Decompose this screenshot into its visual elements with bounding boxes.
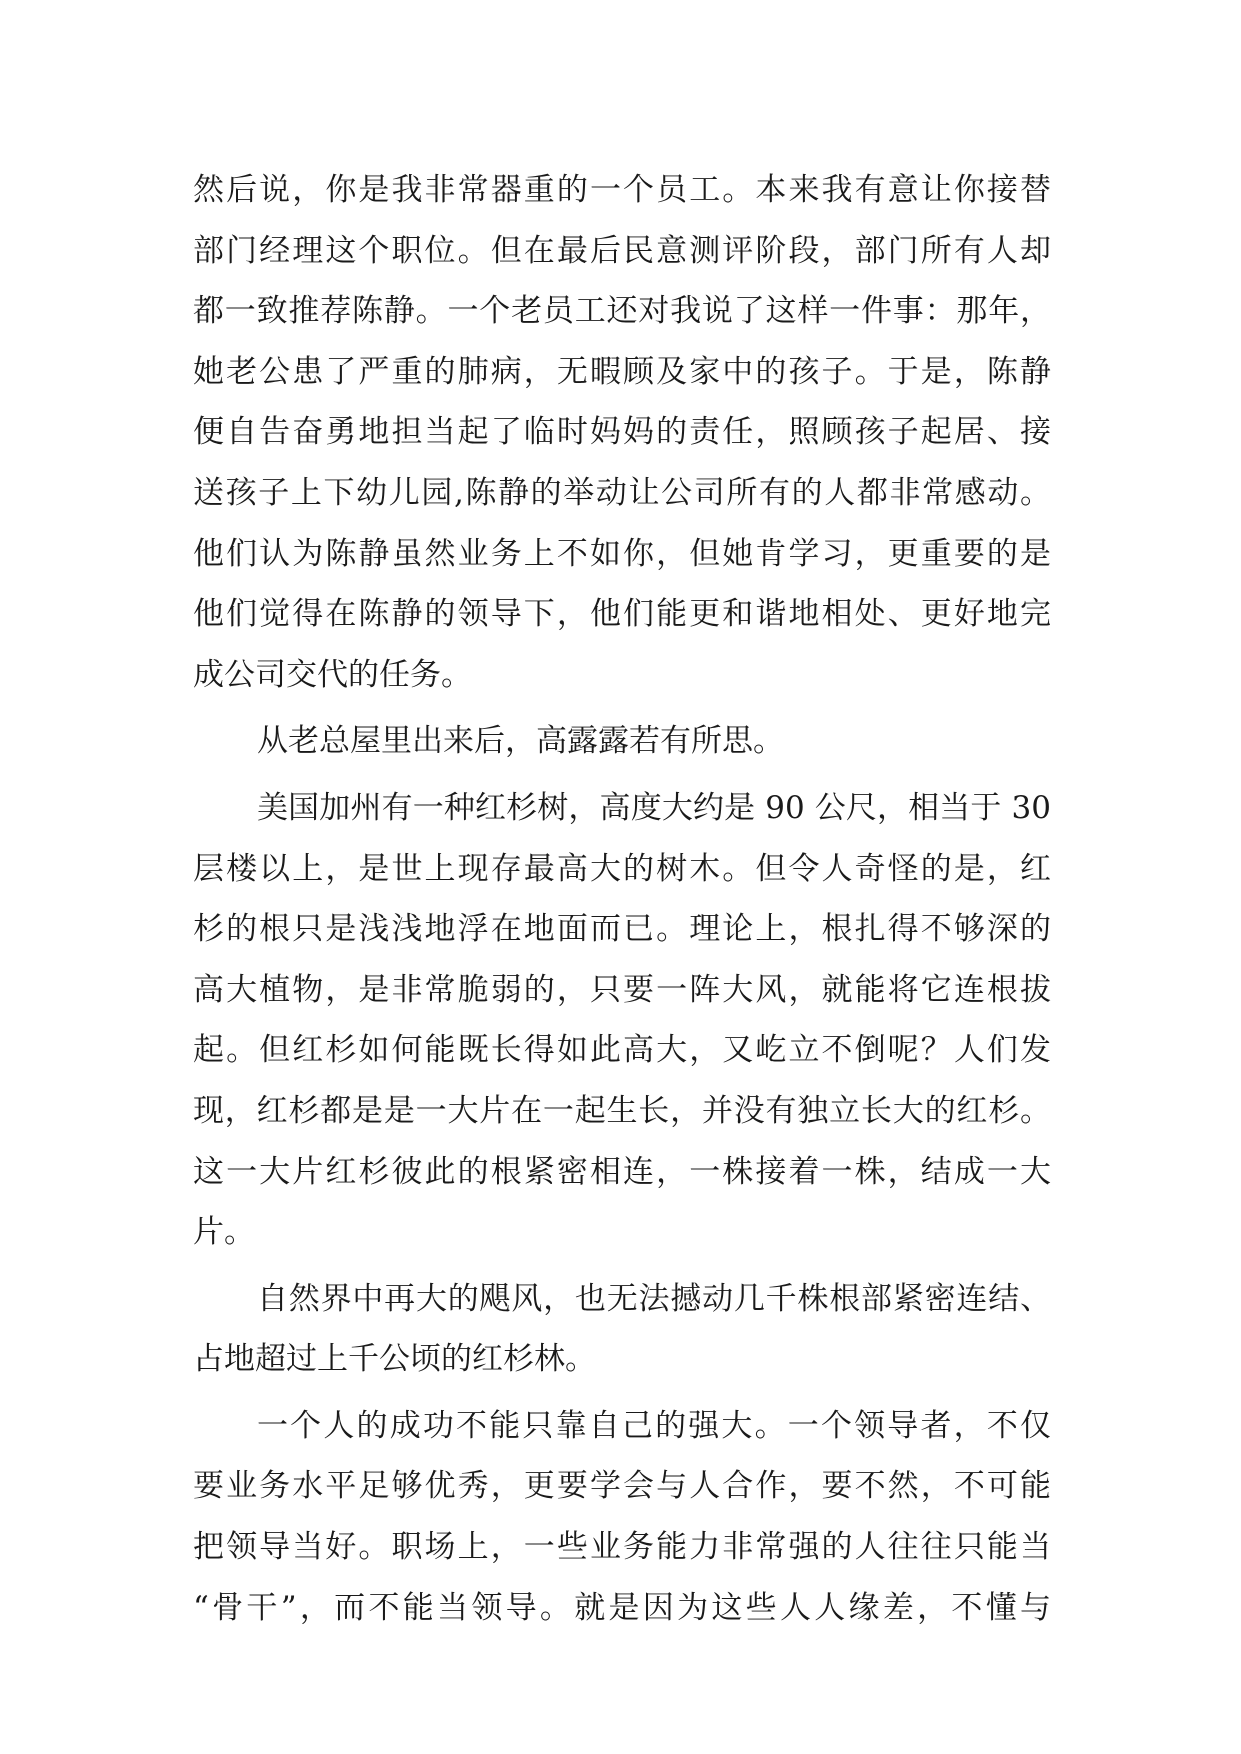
paragraph xyxy=(193,711,1051,772)
text-line: 这一大片红杉彼此的根紧密相连，一株接着一株，结成一大 xyxy=(193,1153,1051,1190)
text-line: 起。但红杉如何能既长得如此高大，又屹立不倒呢？人们发 xyxy=(193,1032,1051,1069)
text-line: 他们认为陈静虽然业务上不如你，但她肯学习，更重要的是 xyxy=(193,535,1051,572)
text-line: 她老公患了严重的肺病，无暇顾及家中的孩子。于是，陈静 xyxy=(193,353,1051,390)
text-line: 要业务水平足够优秀，更要学会与人合作，要不然，不可能 xyxy=(193,1468,1051,1505)
text-line: 高大植物，是非常脆弱的，只要一阵大风，就能将它连根拔 xyxy=(193,971,1051,1008)
text-line: “骨干”，而不能当领导。就是因为这些人人缘差，不懂与 xyxy=(193,1589,1051,1626)
text-line: 成公司交代的任务。 xyxy=(193,656,472,693)
text-line: 美国加州有一种红杉树，高度大约是 90 公尺，相当于 30 xyxy=(257,789,1051,826)
document-body xyxy=(193,160,1051,1638)
text-line: 他们觉得在陈静的领导下，他们能更和谐地相处、更好地完 xyxy=(193,596,1051,633)
paragraph xyxy=(193,778,1051,1263)
text-line: 从老总屋里出来后，高露露若有所思。 xyxy=(257,723,784,760)
text-line: 送孩子上下幼儿园,陈静的举动让公司所有的人都非常感动。 xyxy=(193,474,1051,511)
text-line: 便自告奋勇地担当起了临时妈妈的责任，照顾孩子起居、接 xyxy=(193,414,1051,451)
text-line: 片。 xyxy=(193,1214,255,1251)
text-line: 都一致推荐陈静。一个老员工还对我说了这样一件事：那年， xyxy=(193,293,1051,330)
text-line: 然后说，你是我非常器重的一个员工。本来我有意让你接替 xyxy=(193,172,1051,208)
text-line: 层楼以上，是世上现存最高大的树木。但令人奇怪的是，红 xyxy=(193,850,1051,887)
paragraph xyxy=(193,1396,1051,1638)
text-line: 自然界中再大的飓风，也无法撼动几千株根部紧密连结、 xyxy=(257,1280,1051,1317)
text-line: 把领导当好。职场上，一些业务能力非常强的人往往只能当 xyxy=(193,1529,1051,1566)
text-line: 现，红杉都是是一大片在一起生长，并没有独立长大的红杉。 xyxy=(193,1092,1051,1129)
text-line: 杉的根只是浅浅地浮在地面而已。理论上，根扎得不够深的 xyxy=(193,911,1051,948)
text-line: 一个人的成功不能只靠自己的强大。一个领导者，不仅 xyxy=(257,1407,1051,1444)
paragraph xyxy=(193,1269,1051,1390)
paragraph xyxy=(193,160,1051,705)
text-line: 占地超过上千公顷的红杉林。 xyxy=(193,1341,596,1378)
text-line: 部门经理这个职位。但在最后民意测评阶段，部门所有人却 xyxy=(193,232,1051,269)
